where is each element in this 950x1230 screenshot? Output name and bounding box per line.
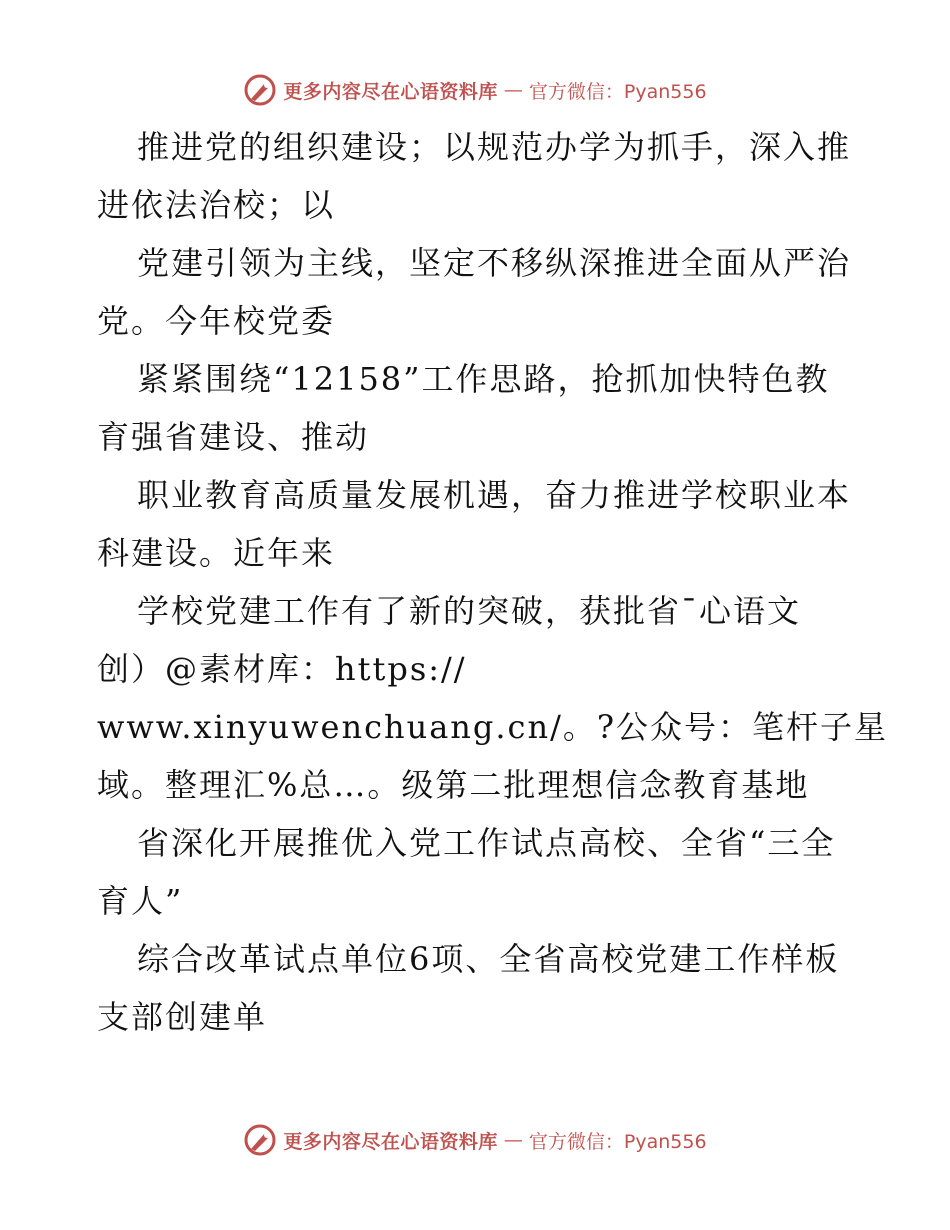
text-line: 紧紧围绕“12158”工作思路，抢抓加快特色教	[137, 360, 830, 398]
text-line: 综合改革试点单位6项、全省高校党建工作样板	[137, 940, 840, 978]
watermark-text: 更多内容尽在心语资料库	[283, 1130, 498, 1153]
text-line: 推进党的组织建设；以规范办学为抓手，深入推	[137, 128, 852, 166]
watermark-text: 更多内容尽在心语资料库	[283, 80, 498, 103]
text-line: 育人”	[97, 882, 184, 920]
pen-seal-logo-icon	[243, 1123, 277, 1157]
watermark-contact: 官方微信：Pyan556	[528, 1130, 707, 1153]
text-line: 党建引领为主线，坚定不移纵深推进全面从严治	[137, 244, 852, 282]
pen-seal-logo-icon	[243, 73, 277, 107]
text-line: 创）@素材库：https://	[97, 650, 467, 688]
text-line: 域。整理汇%总…。级第二批理想信念教育基地	[97, 766, 810, 804]
header-watermark	[0, 70, 950, 110]
text-line: 支部创建单	[97, 998, 268, 1036]
text-line: www.xinyuwenchuang.cn/。?公众号：笔杆子星	[97, 708, 889, 746]
text-line: 进依法治校；以	[97, 186, 336, 224]
watermark-separator: —	[503, 1129, 523, 1151]
watermark-separator: —	[503, 79, 523, 101]
text-line: 学校党建工作有了新的突破，获批省¯心语文	[137, 592, 802, 630]
text-line: 科建设。近年来	[97, 534, 336, 572]
document-body	[97, 118, 889, 1046]
text-line: 省深化开展推优入党工作试点高校、全省“三全	[137, 824, 836, 862]
text-line: 党。今年校党委	[97, 302, 336, 340]
watermark-contact: 官方微信：Pyan556	[528, 80, 707, 103]
footer-watermark	[0, 1120, 950, 1160]
text-line: 职业教育高质量发展机遇，奋力推进学校职业本	[137, 476, 852, 514]
text-line: 育强省建设、推动	[97, 418, 370, 456]
